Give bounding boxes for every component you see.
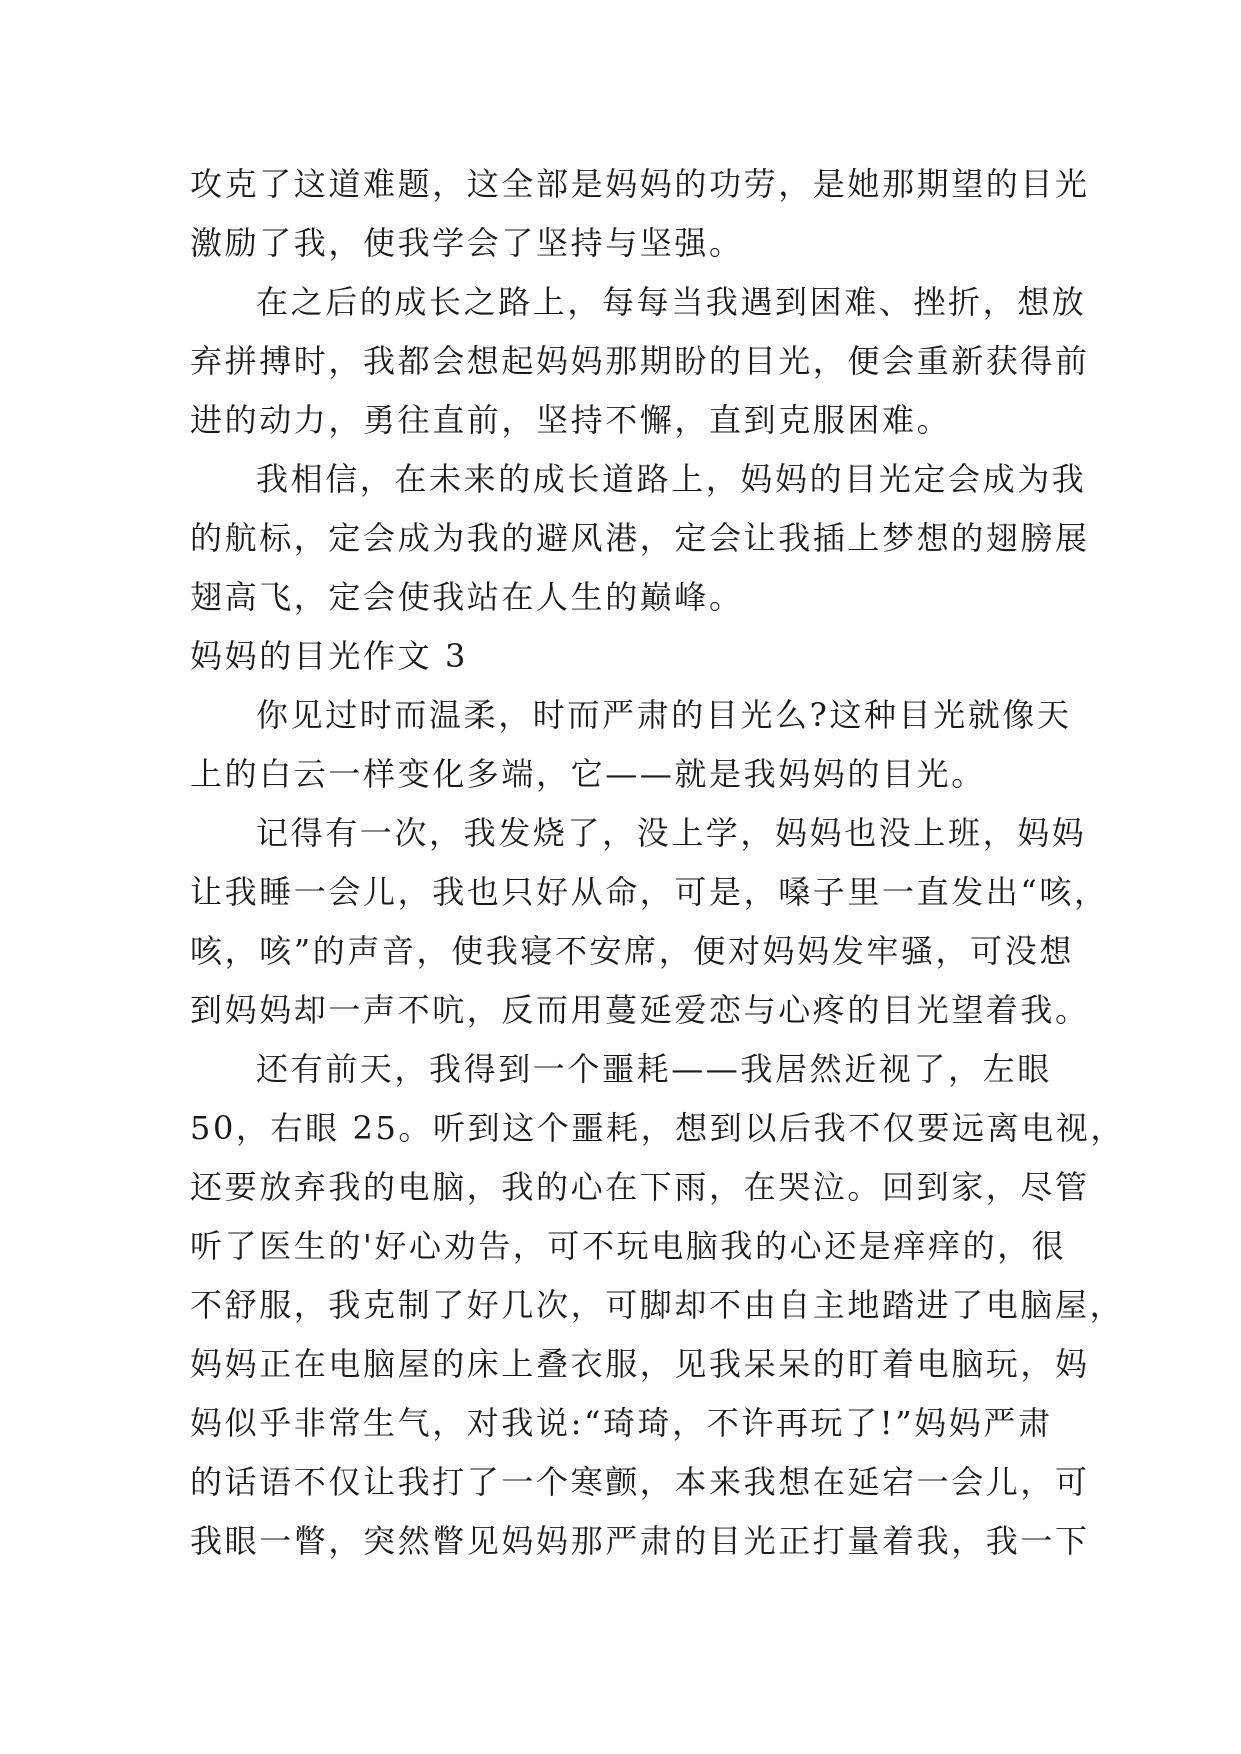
- text-line: 到妈妈却一声不吭，反而用蔓延爱恋与心疼的目光望着我。: [190, 991, 1090, 1029]
- paragraph-start-line: 我相信，在未来的成长道路上，妈妈的目光定会成为我: [256, 460, 1087, 498]
- section-heading: 妈妈的目光作文 3: [190, 637, 468, 675]
- paragraph-start-line: 你见过时而温柔，时而严肃的目光么?这种目光就像天: [256, 696, 1072, 734]
- text-line: 不舒服，我克制了好几次，可脚却不由自主地踏进了电脑屋，: [190, 1286, 1125, 1324]
- paragraph-start-line: 还有前天，我得到一个噩耗——我居然近视了，左眼: [256, 1050, 1052, 1088]
- text-line: 50，右眼 25。听到这个噩耗，想到以后我不仅要远离电视，: [190, 1109, 1126, 1147]
- text-line: 攻克了这道难题，这全部是妈妈的功劳，是她那期望的目光: [190, 165, 1090, 203]
- text-line: 妈似乎非常生气，对我说:“琦琦，不许再玩了!”妈妈严肃: [190, 1404, 1053, 1442]
- text-line: 的航标，定会成为我的避风港，定会让我插上梦想的翅膀展: [190, 519, 1090, 557]
- text-line: 让我睡一会儿，我也只好从命，可是，嗓子里一直发出“咳，: [190, 873, 1109, 911]
- text-line: 上的白云一样变化多端，它——就是我妈妈的目光。: [190, 755, 986, 793]
- text-line: 弃拼搏时，我都会想起妈妈那期盼的目光，便会重新获得前: [190, 342, 1090, 380]
- text-line: 激励了我，使我学会了坚持与坚强。: [190, 224, 744, 262]
- text-line: 进的动力，勇往直前，坚持不懈，直到克服困难。: [190, 401, 952, 439]
- paragraph-start-line: 记得有一次，我发烧了，没上学，妈妈也没上班，妈妈: [256, 814, 1087, 852]
- text-line: 的话语不仅让我打了一个寒颤，本来我想在延宕一会儿，可: [190, 1463, 1090, 1501]
- text-line: 我眼一瞥，突然瞥见妈妈那严肃的目光正打量着我，我一下: [190, 1522, 1090, 1560]
- paragraph-start-line: 在之后的成长之路上，每每当我遇到困难、挫折，想放: [256, 283, 1087, 321]
- text-line: 翅高飞，定会使我站在人生的巅峰。: [190, 578, 744, 616]
- text-line: 还要放弃我的电脑，我的心在下雨，在哭泣。回到家，尽管: [190, 1168, 1090, 1206]
- text-line: 听了医生的'好心劝告，可不玩电脑我的心还是痒痒的，很: [190, 1227, 1067, 1265]
- text-line: 咳，咳”的声音，使我寝不安席，便对妈妈发牢骚，可没想: [190, 932, 1074, 970]
- text-line: 妈妈正在电脑屋的床上叠衣服，见我呆呆的盯着电脑玩，妈: [190, 1345, 1090, 1383]
